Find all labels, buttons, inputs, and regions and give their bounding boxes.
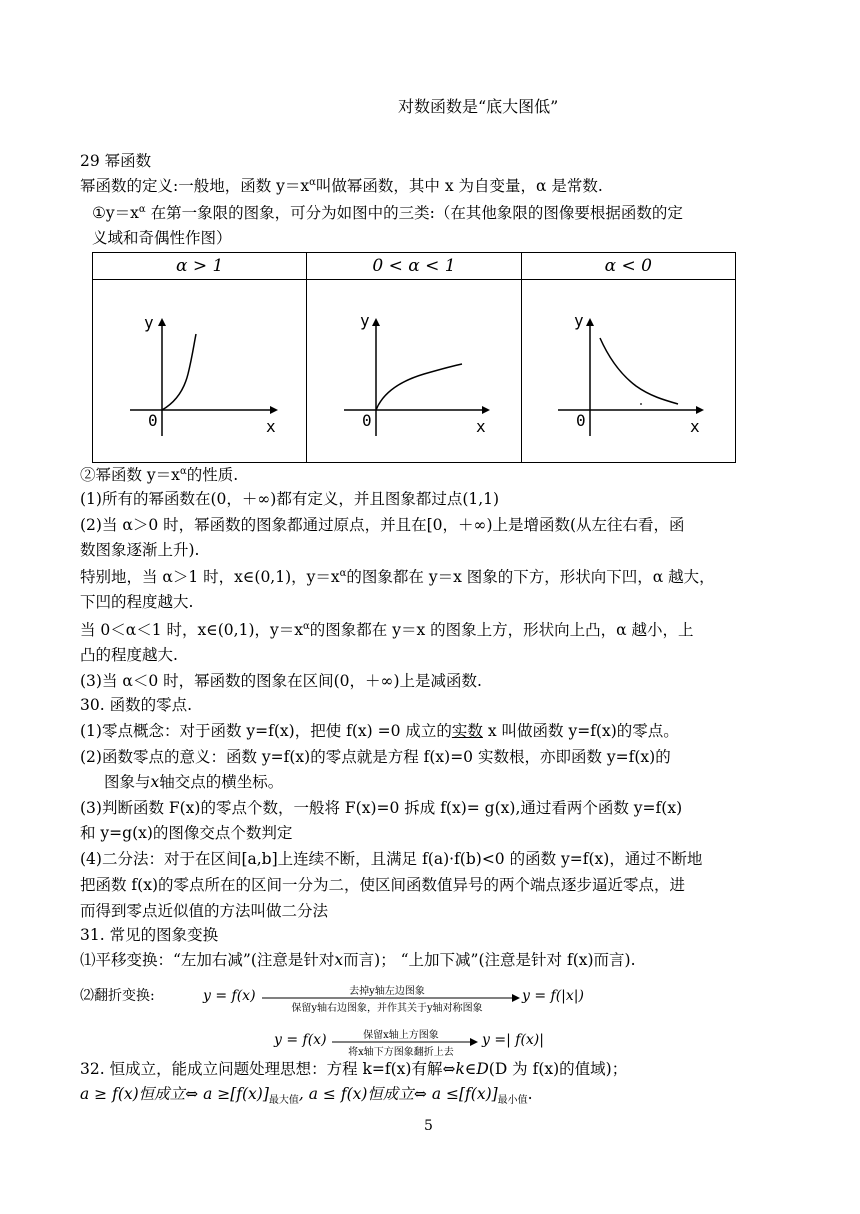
transform1-result: y = f(|x|): [522, 988, 584, 1004]
origin-label: 0: [361, 411, 372, 430]
bisection-line1: (4)二分法：对于在区间[a,b]上连续不断，且满足 f(a)·f(b)<0 的函数 y=f(x)，通过不断地: [80, 850, 703, 868]
transform2-above: 保留x轴上方图象: [363, 1030, 439, 1041]
origin-label: 0: [147, 411, 158, 430]
transform2-source: y = f(x): [274, 1032, 327, 1048]
zero-count-line1: (3)判断函数 F(x)的零点个数，一般将 F(x)=0 拆成 f(x)= g(x),通过看两个函数 y=f(x): [80, 799, 683, 817]
x-axis-label: x: [475, 417, 486, 436]
graph-cell-alpha-between-0-1: [307, 280, 521, 463]
x-axis-label: x: [690, 417, 700, 436]
property-2-line2: 数图象逐渐上升).: [80, 541, 200, 559]
header-alpha-gt-1: α > 1: [93, 253, 307, 280]
bisection-line2: 把函数 f(x)的零点所在的区间一分为二，使区间函数值异号的两个端点逐步逼近零点，进: [80, 876, 686, 894]
graph-alpha-between-0-1: [314, 286, 514, 456]
item1-line1: $①y=x^\alpha$ 在第一象限的图象，可分为如图中的三类:（在其他象限的图像要根据函数的定: [92, 204, 683, 222]
zero-count-line2: 和 y=g(x)的图像交点个数判定: [80, 824, 293, 842]
flip-transform-label: ⑵翻折变换:: [80, 988, 155, 1004]
item1-line2: 义域和奇偶性作图）: [92, 229, 232, 247]
x-axis-label: x: [265, 417, 276, 436]
curve-alpha-gt-1: [162, 334, 196, 410]
section-29-heading: 29 幂函数: [80, 152, 152, 170]
transform1-below: 保留y轴右边图象，并作其关于y轴对称图象: [291, 1003, 483, 1014]
power-function-definition: 幂函数的定义:一般地，函数 $y=x^\alpha$叫做幂函数，其中 x 为自变量，α 是常数.: [80, 177, 603, 195]
property-2-line1: (2)当 α＞0 时，幂函数的图象都通过原点，并且在[0，＋∞)上是增函数(从左往右看，函: [80, 516, 685, 534]
item2-heading: ②幂函数 $y=x^\alpha$的性质.: [80, 466, 239, 484]
special-case-1-line1: 特别地，当 α＞1 时，x∈(0,1)，$y=x^\alpha$的图象都在 y＝x 图象的下方，形状向下凹，α 越大，: [80, 568, 715, 586]
section-32-line1: 32. 恒成立，能成立问题处理思想：方程 k=f(x)有解⇔k∈D(D 为 f(x)的值域)；: [80, 1060, 628, 1078]
special-case-2-line1: 当 0＜α＜1 时，x∈(0,1)，$y=x^\alpha$的图象都在 y＝x 的图象上方，形状向上凸，α 越小，上: [80, 621, 694, 639]
property-3: (3)当 α＜0 时，幂函数的图象在区间(0，＋∞)上是减函数.: [80, 672, 482, 690]
graph-alpha-gt-1: [100, 286, 300, 456]
special-case-2-line2: 凸的程度越大.: [80, 646, 178, 664]
section-31-heading: 31. 常见的图象变换: [80, 926, 219, 944]
graph-cell-alpha-lt-0: [521, 280, 735, 463]
zero-meaning-line2: 图象与x轴交点的横坐标。: [104, 773, 284, 791]
graph-alpha-lt-0: [528, 286, 728, 456]
header-alpha-lt-0: α < 0: [521, 253, 735, 280]
top-caption: 对数函数是“底大图低”: [398, 97, 559, 116]
curve-alpha-lt-0: [600, 338, 678, 404]
y-axis-label: y: [143, 313, 154, 332]
transform1-above: 去掉y轴左边图象: [349, 986, 425, 997]
transform2-result: y =| f(x)|: [482, 1032, 544, 1048]
curve-alpha-between-0-1: [376, 364, 462, 410]
transform2-below: 将x轴下方图象翻折上去: [348, 1047, 454, 1058]
power-function-graph-table: [92, 252, 736, 463]
y-axis-label: y: [359, 311, 370, 330]
zero-concept: (1)零点概念：对于函数 y=f(x)，把使 f(x) =0 成立的实数 x 叫做函数 y=f(x)的零点。: [80, 722, 679, 740]
header-alpha-between-0-1: 0 < α < 1: [307, 253, 521, 280]
zero-meaning-line1: (2)函数零点的意义：函数 y=f(x)的零点就是方程 f(x)=0 实数根，亦即函数 y=f(x)的: [80, 748, 671, 766]
y-axis-label: y: [574, 311, 584, 330]
property-1: (1)所有的幂函数在(0，＋∞)都有定义，并且图象都过点(1,1): [80, 490, 500, 508]
translation-transform: ⑴平移变换：“左加右减”(注意是针对x而言)； “上加下减”(注意是针对 f(x)而言).: [80, 951, 636, 969]
transform1-source: y = f(x): [203, 988, 256, 1004]
section-30-heading: 30. 函数的零点.: [80, 696, 193, 714]
origin-label: 0: [576, 411, 586, 430]
special-case-1-line2: 下凹的程度越大.: [80, 593, 194, 611]
graph-cell-alpha-gt-1: [93, 280, 307, 463]
page-number: 5: [424, 1118, 433, 1134]
section-32-line2: a ≥ f(x)恒成立⇔ $a \ge[f(x)]_{最大值}$, a ≤ f(x)恒成立⇔ $a \le[f(x)]_{最小值}$.: [80, 1085, 533, 1107]
bisection-line3: 而得到零点近似值的方法叫做二分法: [80, 902, 329, 920]
